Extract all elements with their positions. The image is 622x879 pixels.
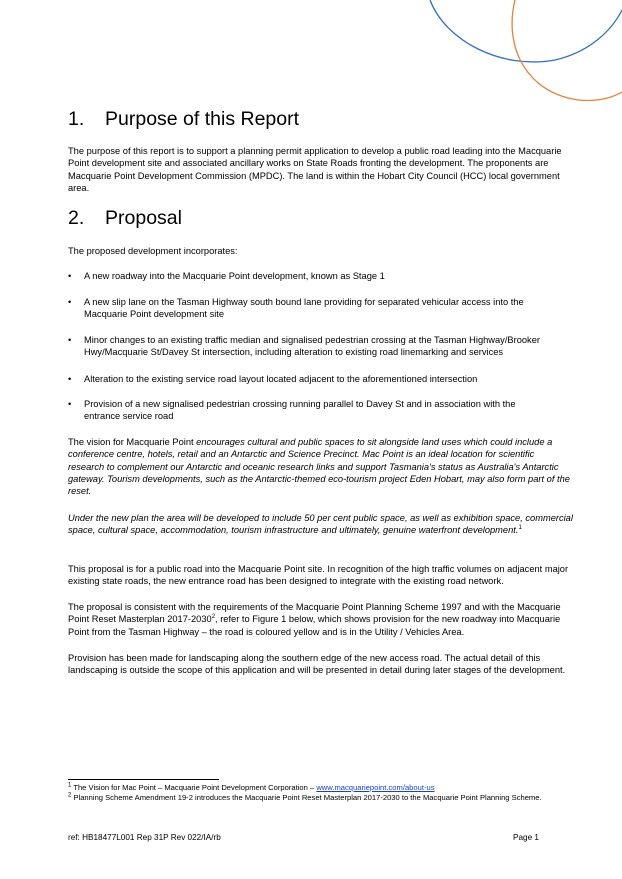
footnote-text: The Vision for Mac Point – Macquarie Point Development Corporation – bbox=[71, 783, 317, 792]
consistency-lead: The proposal is consistent with the requirements of the Macquarie Point Planning Scheme 1997 and with the Macquarie Point Reset Masterplan 2017-2030 bbox=[68, 602, 561, 625]
footnote-link[interactable]: www.macquariepoint.com/about-us bbox=[316, 783, 435, 792]
list-item-text: A new roadway into the Macquarie Point development, known as Stage 1 bbox=[84, 271, 385, 281]
bullet-marker: • bbox=[68, 399, 72, 409]
bullet-marker: • bbox=[68, 271, 72, 281]
vision-lead: The vision for Macquarie Point bbox=[68, 437, 197, 447]
section-title: Proposal bbox=[105, 207, 182, 229]
proposal-intro: The proposed development incorporates: bbox=[68, 246, 238, 256]
section-number: 1. bbox=[68, 108, 85, 130]
vision-paragraph bbox=[68, 436, 573, 497]
footnote-2 bbox=[68, 793, 568, 802]
vision-quote: encourages cultural and public spaces to sit alongside land uses which could include a conference centre, hotels, retail and an Antarctic and Science Precinct. Mac Point is an ideal location for scientific research to complement our Antarctic and oceanic research links and support Tasmania's status as Australia's Antarctic gateway. Tourism developments, such as the Antarctic-themed eco-tourism project Eden Hobart, may also form part of the reset. bbox=[68, 437, 570, 497]
list-item-text: A new slip lane on the Tasman Highway south bound lane providing for separated vehicular access into the Macquarie Point development site bbox=[84, 297, 524, 320]
section-heading-purpose bbox=[68, 108, 299, 131]
consistency-tail: , refer to Figure 1 below, which shows provision for the new roadway into Macquarie Point from the Tasman Highway – the road is coloured yellow and is in the Utility / Vehicles Area. bbox=[68, 614, 561, 637]
list-item-text: Minor changes to an existing traffic median and signalised pedestrian crossing at the Tasman Highway/Brooker Hwy/Macquarie St/Davey St intersection, including alteration to existing road linemarking and services bbox=[84, 335, 540, 358]
landscaping-paragraph: Provision has been made for landscaping along the southern edge of the new access road. The actual detail of this landscaping is outside the scope of this application and will be presented in detail during later stages of the development. bbox=[68, 653, 566, 676]
footer-page-number: Page 1 bbox=[513, 833, 539, 842]
purpose-paragraph: The purpose of this report is to support a planning permit application to develop a public road leading into the Macquarie Point development site and associated ancillary works on State Roads fronting the development. The proponents are Macquarie Point Development Commission (MPDC). The land is within the Hobart City Council (HCC) local government area. bbox=[68, 146, 562, 193]
footer-reference: ref: HB18477L001 Rep 31P Rev 022/IA/rb bbox=[68, 833, 221, 842]
blue-arc bbox=[430, 0, 622, 62]
footnote-ref-2: 2 bbox=[211, 614, 216, 621]
section-heading-proposal bbox=[68, 207, 182, 230]
bullet-marker: • bbox=[68, 335, 72, 345]
public-road-paragraph: This proposal is for a public road into the Macquarie Point site. In recognition of the high traffic volumes on adjacent major existing state roads, the new entrance road has been designed to integrate with the existing road network. bbox=[68, 564, 569, 587]
footnote-number: 1 bbox=[68, 782, 72, 789]
orange-arc bbox=[512, 0, 622, 100]
bullet-marker: • bbox=[68, 297, 72, 307]
list-item-text: Provision of a new signalised pedestrian crossing running parallel to Davey St and in association with the entrance service road bbox=[84, 399, 516, 422]
section-title: Purpose of this Report bbox=[105, 108, 300, 130]
bullet-marker: • bbox=[68, 374, 72, 384]
new-plan-quote: Under the new plan the area will be developed to include 50 per cent public space, as well as exhibition space, commercial space, cultural space, accommodation, tourism infrastructure and ultimately, genuine waterfront development. bbox=[68, 513, 573, 536]
footnote-number: 2 bbox=[68, 792, 72, 799]
footnote-ref-1: 1 bbox=[518, 525, 522, 532]
footnote-text: Planning Scheme Amendment 19-2 introduces the Macquarie Point Reset Masterplan 2017-2030 to the Macquarie Point Planning Scheme. bbox=[71, 793, 542, 802]
section-number: 2. bbox=[68, 207, 85, 229]
decorative-arcs bbox=[0, 0, 622, 110]
list-item-text: Alteration to the existing service road layout located adjacent to the aforementioned intersection bbox=[84, 374, 478, 384]
consistency-paragraph bbox=[68, 601, 573, 638]
new-plan-paragraph bbox=[68, 512, 573, 537]
footnote-divider bbox=[68, 779, 219, 780]
footnote-1 bbox=[68, 783, 568, 792]
